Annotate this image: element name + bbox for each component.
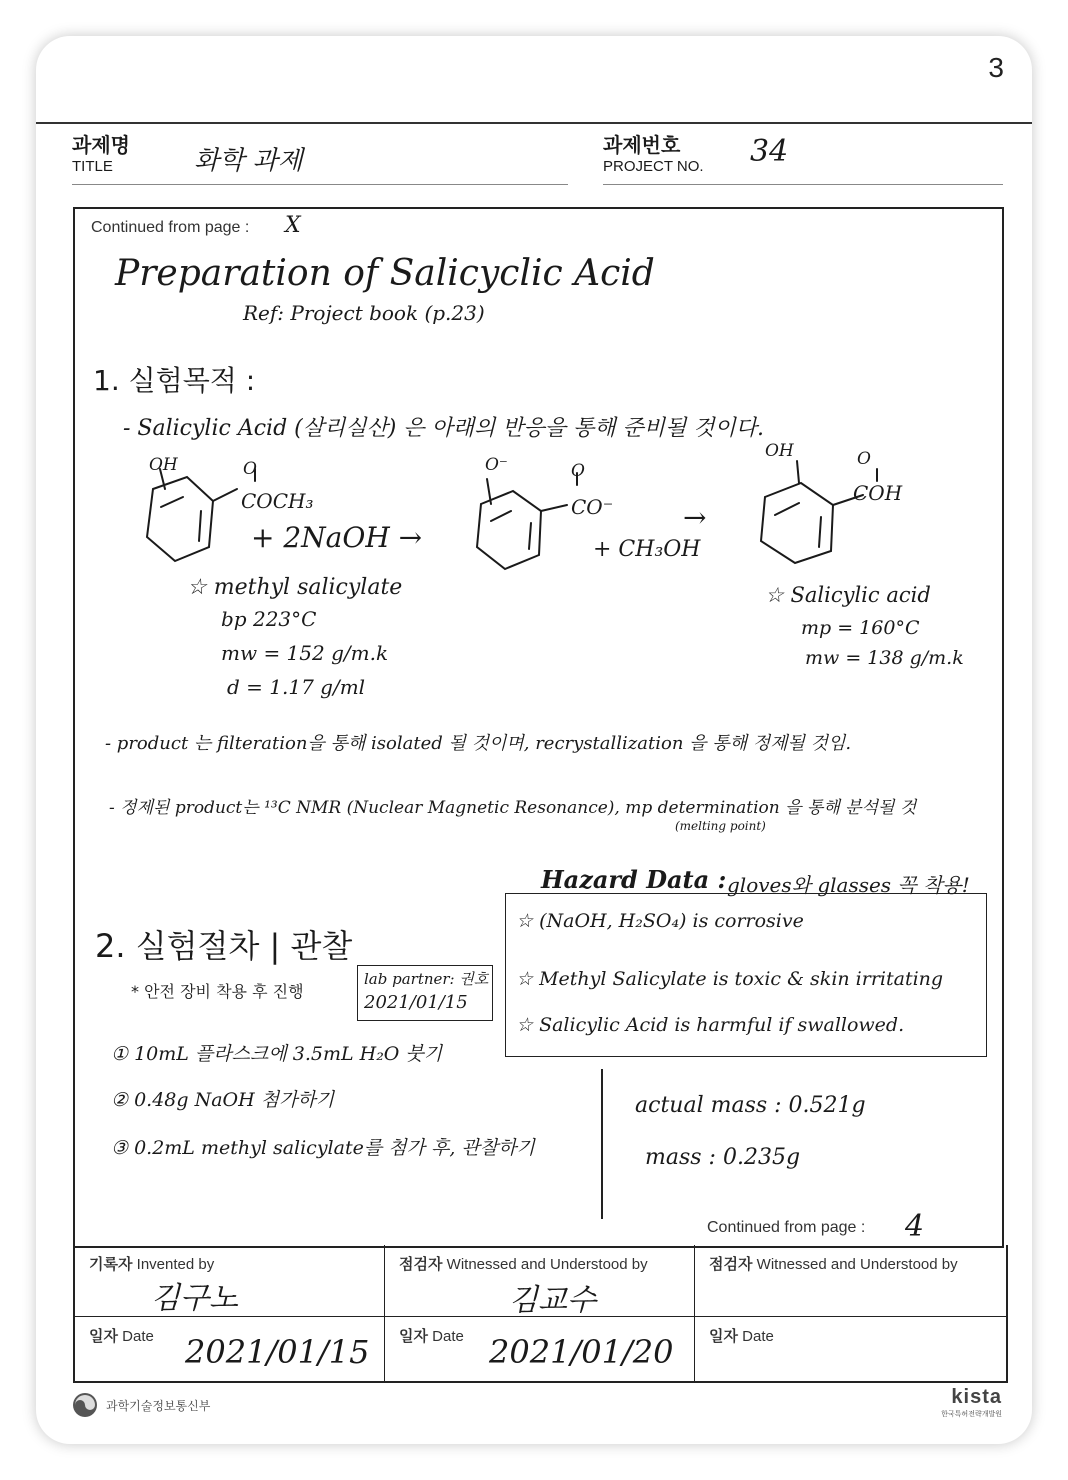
ministry-name: 과학기술정보통신부 (106, 1398, 211, 1413)
coh-label: COH (853, 481, 903, 505)
byproduct-ch3oh: + CH₃OH (593, 537, 701, 562)
hazard-note: gloves와 glasses 꼭 착용! (727, 873, 970, 897)
reference: Ref: Project book (p.23) (243, 301, 485, 325)
carbonyl-label-2: O (571, 461, 585, 481)
product-mp: mp = 160°C (801, 617, 920, 639)
mass: mass : 0.235g (645, 1145, 801, 1170)
continued-to-label: Continued from page : (707, 1219, 866, 1236)
continued-from-value: X (285, 213, 301, 238)
co-minus-label: CO⁻ (571, 495, 614, 519)
reactant-name: ☆ methyl salicylate (187, 575, 403, 600)
hazard-item-2: ☆ Methyl Salicylate is toxic & skin irritating (516, 968, 944, 990)
reactant-bp: bp 223°C (221, 607, 317, 631)
oh-label-2: OH (765, 441, 794, 461)
witness2-cell: 점검자 Witnessed and Understood by (695, 1245, 1006, 1317)
vertical-divider (601, 1069, 603, 1219)
page-number: 3 (988, 52, 1004, 83)
o-minus-label: O⁻ (485, 455, 508, 475)
safety-note: * 안전 장비 착용 후 진행 (131, 982, 304, 1001)
lab-date: 2021/01/15 (364, 992, 468, 1013)
date2-cell: 일자 Date 2021/01/20 (385, 1317, 695, 1381)
hazard-title: Hazard Data : (541, 865, 727, 894)
hazard-item-3: ☆ Salicylic Acid is harmful if swallowed. (516, 1014, 905, 1036)
ministry-emblem-icon (72, 1392, 98, 1418)
coch3-label: COCH₃ (241, 489, 314, 513)
continued-from-label: Continued from page : (91, 219, 250, 236)
date2-value: 2021/01/20 (489, 1333, 674, 1371)
melting-point-note: (melting point) (675, 819, 766, 833)
step-3: ③ 0.2mL methyl salicylate를 첨가 후, 관찰하기 (111, 1137, 535, 1159)
ministry-logo (72, 1392, 210, 1418)
project-label: 과제번호 PROJECT NO. (603, 135, 704, 175)
hazard-box (505, 893, 987, 1057)
reactant-mw: mw = 152 g/m.k (221, 641, 389, 665)
benzene-ring-1 (147, 477, 213, 561)
section1-line2: - product 는 filteration을 통해 isolated 될 것이며, recrystallization 을 통해 정제될 것임. (105, 733, 852, 754)
product-name: ☆ Salicylic acid (765, 583, 931, 607)
reagent-naoh: + 2NaOH → (251, 521, 423, 554)
title-label: 과제명 TITLE (72, 135, 130, 175)
project-value: 34 (750, 134, 789, 169)
continued-to-value: 4 (905, 1209, 925, 1244)
date3-cell: 일자 Date (709, 1328, 774, 1345)
hazard-item-1: ☆ (NaOH, H₂SO₄) is corrosive (516, 910, 804, 932)
benzene-ring-3 (761, 483, 833, 563)
title-underline (72, 184, 568, 185)
date1-value: 2021/01/15 (185, 1333, 370, 1371)
carbonyl-label-3: O (857, 449, 871, 469)
date1-cell: 일자 Date 2021/01/15 (75, 1317, 385, 1381)
kista-subtitle: 한국특허전략개발원 (941, 1411, 1002, 1418)
signature-table (73, 1245, 1008, 1383)
actual-mass: actual mass : 0.521g (635, 1093, 866, 1118)
main-title: Preparation of Salicyclic Acid (115, 253, 655, 294)
top-rule (36, 122, 1032, 124)
step-2: ② 0.48g NaOH 첨가하기 (111, 1089, 335, 1111)
oh-label-1: OH (149, 455, 178, 475)
witness1-cell: 점검자 Witnessed and Understood by 김교수 (385, 1245, 695, 1317)
lab-partner-box (357, 965, 493, 1021)
title-value: 화학 과제 (194, 146, 303, 176)
reaction-arrow-2: → (683, 501, 707, 534)
carbonyl-label-1: O (243, 459, 257, 479)
section1-line1: - Salicylic Acid (살리실산) 은 아래의 반응을 통해 준비될 것이다. (123, 416, 765, 441)
content-box (73, 207, 1004, 1248)
lab-partner: lab partner: 권호 (364, 970, 489, 988)
notebook-page (36, 36, 1032, 1444)
project-underline (603, 184, 1003, 185)
invented-by-cell: 기록자 Invented by 김구노 (75, 1245, 385, 1317)
kista-logo (941, 1386, 1002, 1419)
invented-signature: 김구노 (151, 1281, 238, 1316)
reactant-density: d = 1.17 g/ml (227, 675, 366, 699)
section1-heading: 1. 실험목적 : (93, 364, 256, 397)
witness1-signature: 김교수 (509, 1283, 596, 1318)
section1-line3: - 정제된 product는 ¹³C NMR (Nuclear Magnetic Resonance), mp determination 을 통해 분석될 것 (109, 798, 917, 818)
kista-wordmark: kista (951, 1386, 1002, 1408)
product-mw: mw = 138 g/m.k (805, 647, 964, 669)
step-1: ① 10mL 플라스크에 3.5mL H₂O 붓기 (111, 1043, 443, 1065)
section2-heading: 2. 실험절차 | 관찰 (95, 927, 353, 965)
